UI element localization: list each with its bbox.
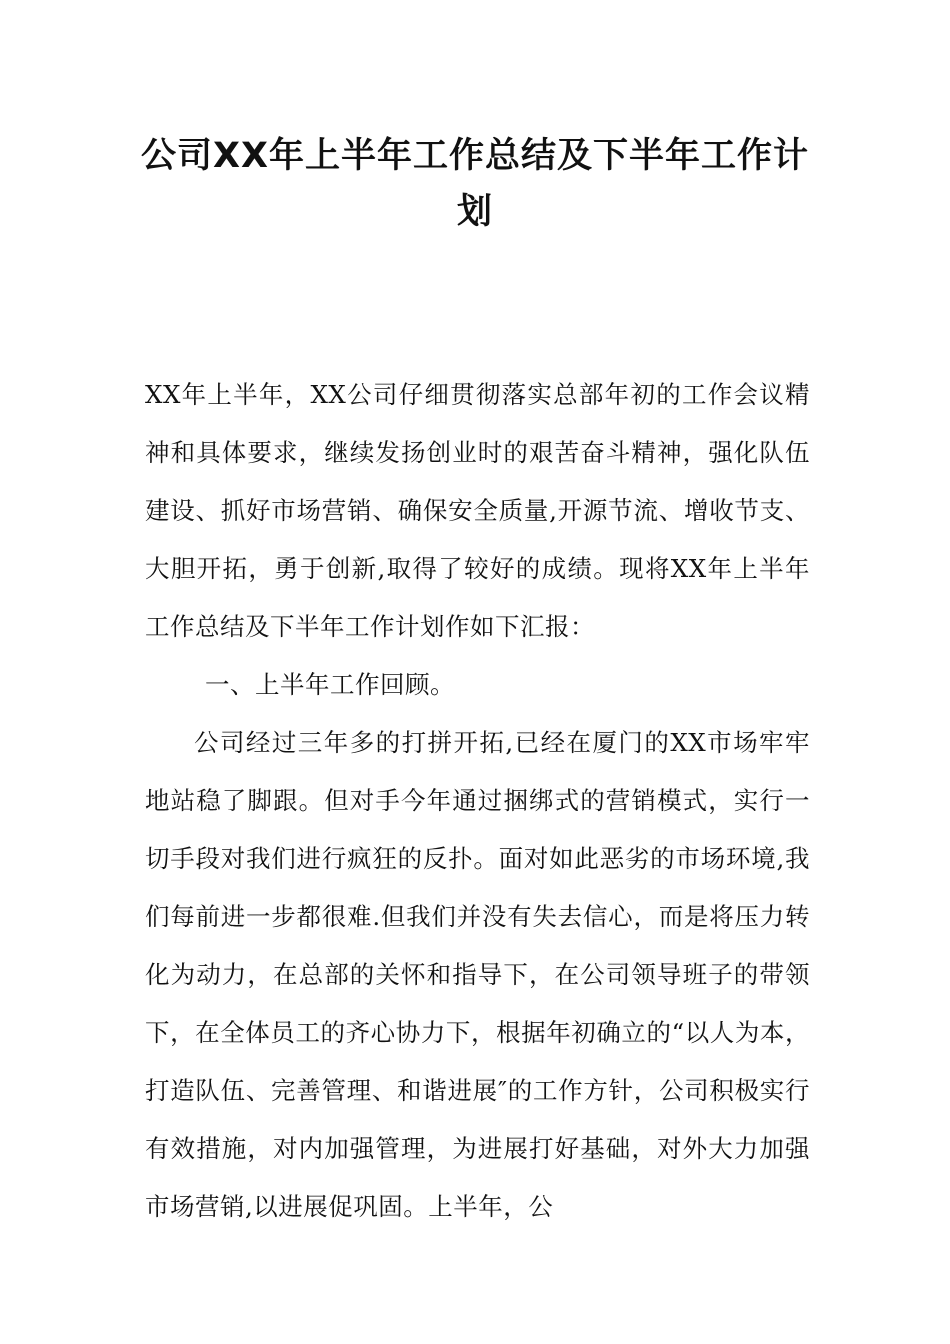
document-title: 公司XX年上半年工作总结及下半年工作计划 <box>141 136 809 232</box>
review-paragraph: 公司经过三年多的打拼开拓,已经在厦门的XX市场牢牢地站稳了脚跟。但对手今年通过捆绑式的营销模式，实行一切手段对我们进行疯狂的反扑。面对如此恶劣的市场环境,我们每前进一步都很难.但我们并没有失去信心，而是将压力转化为动力，在总部的关怀和指导下，在公司领导班子的带领下，在全体员工的齐心协力下，根据年初确立的“以人为本，打造队伍、完善管理、和谐进展″的工作方针，公司积极实行有效措施，对内加强管理，为进展打好基础，对外大力加强市场营销,以进展促巩固。上半年，公 <box>145 728 810 1221</box>
intro-paragraph: XX年上半年，XX公司仔细贯彻落实总部年初的工作会议精神和具体要求，继续发扬创业时的艰苦奋斗精神，强化队伍建设、抓好市场营销、确保安全质量,开源节流、增收节支、大胆开拓，勇于创新,取得了较好的成绩。现将XX年上半年工作总结及下半年工作计划作如下汇报： <box>145 380 810 641</box>
document-body <box>145 366 810 1236</box>
section-heading: 一、上半年工作回顾。 <box>205 670 455 699</box>
